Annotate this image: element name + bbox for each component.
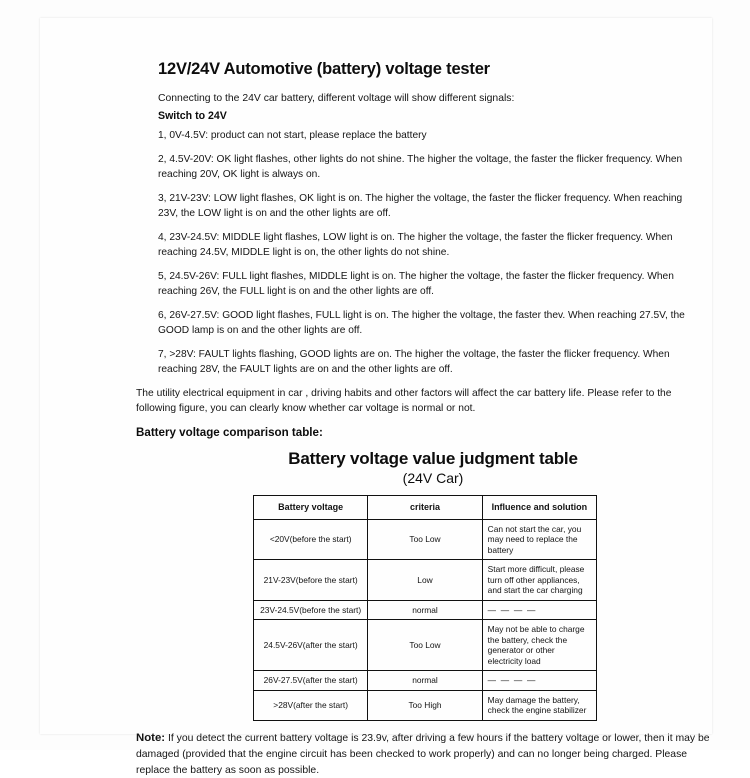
cell-voltage: <20V(before the start)	[254, 519, 368, 560]
cell-influence: Can not start the car, you may need to replace the battery	[482, 519, 596, 560]
cell-criteria: Too High	[368, 690, 482, 720]
cell-criteria: Too Low	[368, 620, 482, 671]
column-header-battery-voltage: Battery voltage	[254, 495, 368, 519]
list-item: 4, 23V-24.5V: MIDDLE light flashes, LOW light is on. The higher the voltage, the faster the flicker frequency. When reaching 24.5V, MIDDLE light is on, the other lights do not shine.	[158, 232, 673, 258]
footer-note	[136, 730, 721, 778]
table-row	[254, 620, 597, 671]
table-row	[254, 671, 597, 691]
paper-sheet	[40, 18, 712, 776]
page-title: 12V/24V Automotive (battery) voltage tester	[158, 60, 490, 78]
note-text: If you detect the current battery voltage is 23.9v, after driving a few hours if the battery voltage or lower, then it may be damaged (provided that the engine circuit has been checked to work properly) and can no longer being charged. Please replace the battery as soon as possible.	[136, 732, 710, 776]
cell-voltage: 24.5V-26V(after the start)	[254, 620, 368, 671]
cell-criteria: Too Low	[368, 519, 482, 560]
cell-criteria: Low	[368, 560, 482, 601]
table-row	[254, 600, 597, 620]
table-row	[254, 690, 597, 720]
column-header-criteria: criteria	[368, 495, 482, 519]
cell-influence: — — — —	[482, 671, 596, 691]
column-header-influence: Influence and solution	[482, 495, 596, 519]
cell-criteria: normal	[368, 600, 482, 620]
cell-voltage: 26V-27.5V(after the start)	[254, 671, 368, 691]
list-item: 2, 4.5V-20V: OK light flashes, other lights do not shine. The higher the voltage, the faster the flicker frequency. When reaching 20V, OK light is always on.	[158, 154, 683, 181]
cell-voltage: >28V(after the start)	[254, 690, 368, 720]
table-title: Battery voltage value judgment table	[288, 448, 578, 468]
cell-criteria: normal	[368, 671, 482, 691]
cell-influence: — — — —	[482, 600, 596, 620]
list-item: 1, 0V-4.5V: product can not start, please replace the battery	[158, 130, 427, 142]
table-row	[254, 519, 597, 560]
document-content	[136, 60, 718, 778]
cell-voltage: 21V-23V(before the start)	[254, 560, 368, 601]
battery-voltage-judgment-table	[253, 495, 597, 721]
list-item: 6, 26V-27.5V: GOOD light flashes, FULL light is on. The higher the voltage, the faster thev. When reaching 27.5V, the GOOD lamp is on and the other lights are off.	[158, 309, 685, 336]
cell-voltage: 23V-24.5V(before the start)	[254, 600, 368, 620]
utility-note: The utility electrical equipment in car , driving habits and other factors will affect the car battery life. Please refer to the following figure, you can clearly know whether car voltage is normal or not.	[136, 387, 672, 414]
cell-influence: May not be able to charge the battery, check the generator or other electricity load	[482, 620, 596, 671]
list-item: 3, 21V-23V: LOW light flashes, OK light is on. The higher the voltage, the faster the flicker frequency. When reaching 23V, the LOW light is on and the other lights are off.	[158, 193, 683, 220]
list-item: 7, >28V: FAULT lights flashing, GOOD lights are on. The higher the voltage, the faster the flicker frequency. When reaching 28V, the FAULT lights are on and the other lights are off.	[158, 348, 670, 375]
cell-influence: May damage the battery, check the engine stabilizer	[482, 690, 596, 720]
cell-influence: Start more difficult, please turn off other appliances, and start the car charging	[482, 560, 596, 601]
note-label: Note:	[136, 731, 166, 744]
list-item: 5, 24.5V-26V: FULL light flashes, MIDDLE light is on. The higher the voltage, the faster the flicker frequency. When reaching 26V, the FULL light is on and the other lights are off.	[158, 270, 674, 297]
comparison-heading: Battery voltage comparison table:	[136, 425, 323, 439]
table-row	[254, 560, 597, 601]
switch-to-24v-label: Switch to 24V	[158, 110, 227, 123]
table-header-row	[254, 495, 597, 519]
table-subtitle: (24V Car)	[402, 469, 464, 486]
intro-paragraph: Connecting to the 24V car battery, different voltage will show different signals:	[158, 93, 515, 104]
